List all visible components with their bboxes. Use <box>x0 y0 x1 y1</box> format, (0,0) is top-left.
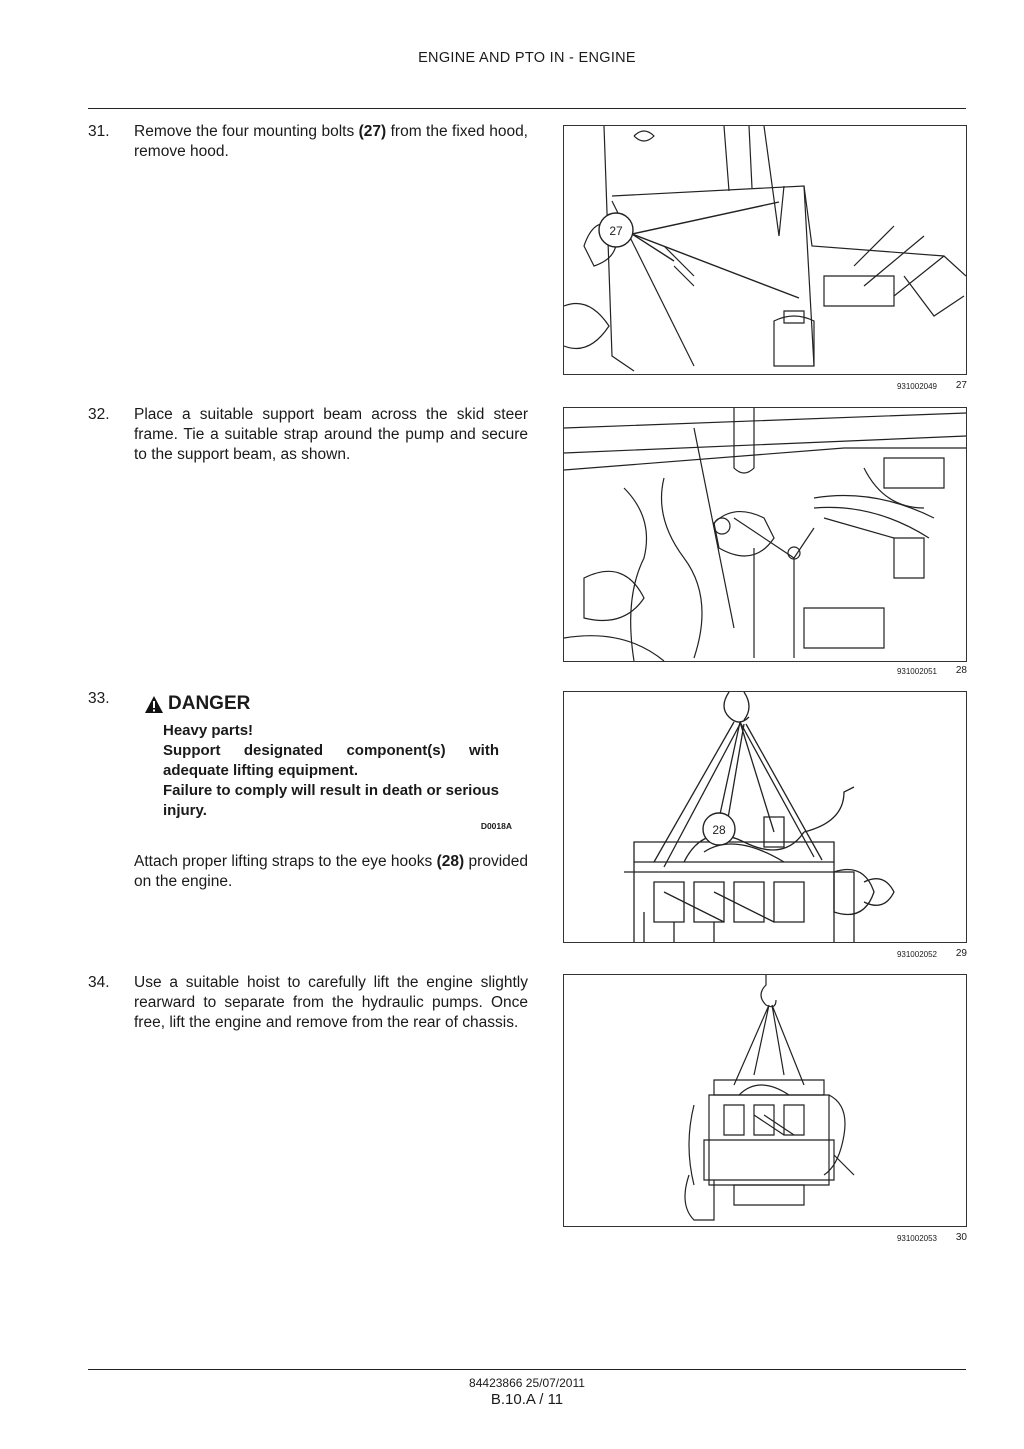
step-number: 31. <box>88 123 110 140</box>
danger-label: DANGER <box>168 693 251 714</box>
danger-code: D0018A <box>480 821 512 831</box>
figure-reference-code: 931002049 <box>896 382 937 391</box>
callout-ref: (27) <box>358 123 387 140</box>
figure-number: 29 <box>955 948 967 959</box>
step-number: 34. <box>88 974 110 991</box>
danger-message: Heavy parts! Support designated component(s) with adequate lifting equipment. Failure to comply will result in death or serious injury. <box>163 722 499 819</box>
figure-29-lifting-straps <box>563 691 967 943</box>
figure-27-hood-bolts <box>563 125 967 375</box>
figure-30-hoist-engine <box>563 974 967 1227</box>
figure-number: 30 <box>955 1232 967 1243</box>
figure-27-illustration <box>564 126 966 374</box>
figure-number: 28 <box>955 665 967 676</box>
step-text: Attach proper lifting straps to the eye hooks (28) provided on the engine. <box>134 853 528 890</box>
step-text: Remove the four mounting bolts (27) from the fixed hood, remove hood. <box>134 123 528 160</box>
figure-reference-code: 931002051 <box>896 667 937 676</box>
step-number: 32. <box>88 406 110 423</box>
figure-reference-code: 931002053 <box>896 1234 937 1243</box>
figure-29-illustration <box>564 692 966 942</box>
warning-triangle-icon <box>144 695 164 714</box>
danger-heading <box>144 693 524 715</box>
figure-28-illustration <box>564 408 966 661</box>
figure-callout-label: 27 <box>609 224 623 238</box>
figure-reference-code: 931002052 <box>896 950 937 959</box>
figure-30-illustration <box>564 975 966 1226</box>
footer-rule <box>88 1369 966 1370</box>
footer-page-number: B.10.A / 11 <box>490 1391 564 1408</box>
page-header-title: ENGINE AND PTO IN - ENGINE <box>418 50 636 66</box>
figure-number: 27 <box>955 380 967 391</box>
step-text: Use a suitable hoist to carefully lift the engine slightly rearward to separate from the hydraulic pumps. Once free, lift the engine and remove from the rear of chassis. <box>134 974 528 1031</box>
figure-28-pump-support <box>563 407 967 662</box>
step-text: Place a suitable support beam across the skid steer frame. Tie a suitable strap around the pump and secure to the support beam, as shown. <box>134 406 528 463</box>
step-number: 33. <box>88 690 110 707</box>
danger-notice <box>144 693 524 831</box>
footer-document-reference: 84423866 25/07/2011 <box>469 1376 585 1390</box>
header-rule <box>88 108 966 109</box>
figure-callout-label: 28 <box>712 823 726 837</box>
callout-ref: (28) <box>436 853 465 870</box>
